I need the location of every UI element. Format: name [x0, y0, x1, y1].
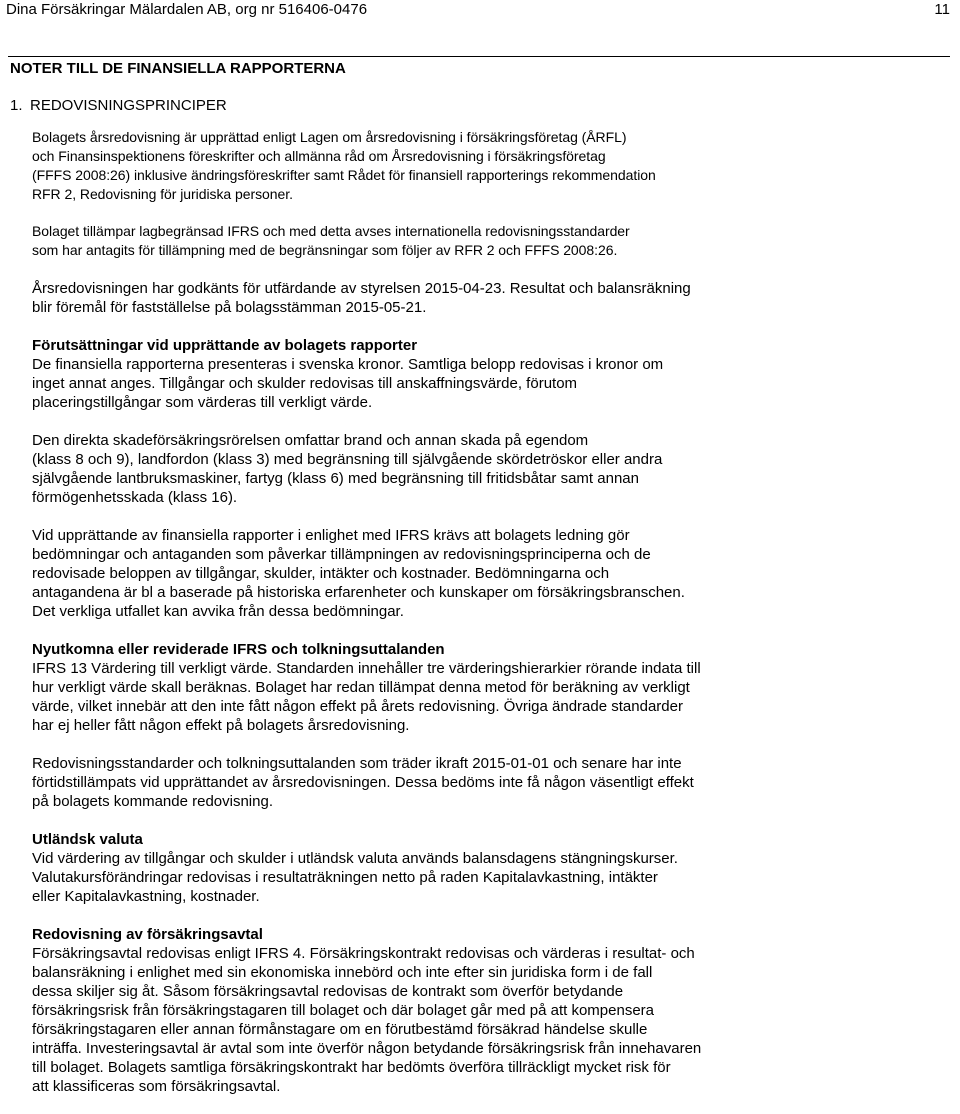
text-line: Vid värdering av tillgångar och skulder i utländsk valuta används balansdagens stängningskurser. [32, 850, 678, 867]
text-line: IFRS 13 Värdering till verkligt värde. Standarden innehåller tre värderingshierarkier rörande indata till [32, 660, 701, 677]
text-line: inträffa. Investeringsavtal är avtal som inte överför någon betydande försäkringsrisk från innehavaren [32, 1040, 702, 1057]
text-line: (klass 8 och 9), landfordon (klass 3) med begränsning till självgående skördetröskor eller andra [32, 451, 663, 468]
text-line: förtidstillämpats vid upprättandet av årsredovisningen. Dessa bedöms inte få någon väsentligt effekt [32, 774, 694, 791]
text-line: till bolaget. Bolagets samtliga försäkringskontrakt har bedömts överföra tillräckligt mycket risk för [32, 1059, 671, 1076]
text-line: placeringstillgångar som värderas till verkligt värde. [32, 394, 373, 411]
page-number: 11 [934, 1, 950, 18]
text-line: Bolagets årsredovisning är upprättad enligt Lagen om årsredovisning i försäkringsföretag (ÅRFL) [32, 129, 627, 145]
section-foreign-currency [32, 830, 932, 906]
text-line: försäkringstagaren eller annan förmånstagare om en förutbestämd försäkrad händelse skulle [32, 1021, 648, 1038]
text-line: Bolaget tillämpar lagbegränsad IFRS och med detta avses internationella redovisningsstandarder [32, 223, 630, 239]
text-line: bedömningar och antaganden som påverkar tillämpningen av redovisningsprinciperna och de [32, 546, 651, 563]
text-line: balansräkning i enlighet med sin ekonomiska innebörd och inte efter sin juridiska form i de fall [32, 964, 653, 981]
text-line: Försäkringsavtal redovisas enligt IFRS 4. Försäkringskontrakt redovisas och värderas i resultat- och [32, 945, 695, 962]
text-line: Valutakursförändringar redovisas i resultaträkningen netto på raden Kapitalavkastning, intäkter [32, 869, 658, 886]
section-name: REDOVISNINGSPRINCIPER [30, 97, 227, 114]
text-line: RFR 2, Redovisning för juridiska personer. [32, 186, 293, 202]
text-line: förmögenhetsskada (klass 16). [32, 489, 238, 506]
text-line: Det verkliga utfallet kan avvika från dessa bedömningar. [32, 603, 404, 620]
text-line: antagandena är bl a baserade på historiska erfarenheter och kunskaper om försäkringsbranschen. [32, 584, 685, 601]
subsection-heading: Redovisning av försäkringsavtal [32, 926, 263, 943]
paragraph-estimates [32, 526, 932, 621]
paragraph-upcoming-standards [32, 754, 932, 811]
paragraph-ifrs-limited [32, 222, 932, 260]
text-line: hur verkligt värde skall beräknas. Bolaget har redan tillämpat denna metod för beräkning av verkligt [32, 679, 690, 696]
text-line: har ej heller fått någon effekt på bolagets årsredovisning. [32, 717, 410, 734]
paragraph-framework [32, 128, 932, 204]
text-line: De finansiella rapporterna presenteras i svenska kronor. Samtliga belopp redovisas i kronor om [32, 356, 664, 373]
text-line: och Finansinspektionens föreskrifter och allmänna råd om Årsredovisning i försäkringsföretag [32, 148, 606, 164]
text-line: eller Kapitalavkastning, kostnader. [32, 888, 260, 905]
text-line: på bolagets kommande redovisning. [32, 793, 273, 810]
text-line: att klassificeras som försäkringsavtal. [32, 1078, 281, 1095]
text-line: redovisade beloppen av tillgångar, skulder, intäkter och kostnader. Bedömningarna och [32, 565, 610, 582]
text-line: (FFFS 2008:26) inklusive ändringsföreskrifter samt Rådet för finansiell rapporterings rekommendation [32, 167, 656, 183]
text-line: försäkringsrisk från försäkringstagaren till bolaget och där bolaget går med på att kompensera [32, 1002, 654, 1019]
header-rule [8, 56, 950, 57]
text-line: Årsredovisningen har godkänts för utfärdande av styrelsen 2015-04-23. Resultat och balansräkning [32, 280, 691, 297]
text-line: blir föremål för fastställelse på bolagsstämman 2015-05-21. [32, 299, 427, 316]
text-line: självgående lantbruksmaskiner, fartyg (klass 6) med begränsning till fritidsbåtar samt annan [32, 470, 639, 487]
subsection-heading: Förutsättningar vid upprättande av bolagets rapporter [32, 337, 418, 354]
company-name: Dina Försäkringar Mälardalen AB, org nr 516406-0476 [6, 1, 368, 18]
text-line: värde, vilket innebär att den inte fått någon effekt på årets redovisning. Övriga ändrade standarder [32, 698, 683, 715]
page-header [6, 0, 950, 22]
section-title [10, 97, 227, 114]
text-line: Redovisningsstandarder och tolkningsuttalanden som träder ikraft 2015-01-01 och senare har inte [32, 755, 682, 772]
section-prerequisites [32, 336, 932, 412]
subsection-heading: Nyutkomna eller reviderade IFRS och tolkningsuttalanden [32, 641, 445, 658]
section-number: 1. [10, 97, 23, 114]
section-new-ifrs [32, 640, 932, 735]
subsection-heading: Utländsk valuta [32, 831, 143, 848]
document-body [32, 128, 932, 1096]
paragraph-direct-insurance [32, 431, 932, 507]
text-line: som har antagits för tillämpning med de begränsningar som följer av RFR 2 och FFFS 2008:26. [32, 242, 618, 258]
section-insurance-contracts [32, 925, 932, 1096]
text-line: Vid upprättande av finansiella rapporter i enlighet med IFRS krävs att bolagets ledning gör [32, 527, 630, 544]
paragraph-approval [32, 279, 932, 317]
text-line: dessa skiljer sig åt. Såsom försäkringsavtal redovisas de kontrakt som överför betydande [32, 983, 624, 1000]
text-line: inget annat anges. Tillgångar och skulder redovisas till anskaffningsvärde, förutom [32, 375, 578, 392]
text-line: Den direkta skadeförsäkringsrörelsen omfattar brand och annan skada på egendom [32, 432, 589, 449]
notes-title: NOTER TILL DE FINANSIELLA RAPPORTERNA [10, 60, 346, 77]
